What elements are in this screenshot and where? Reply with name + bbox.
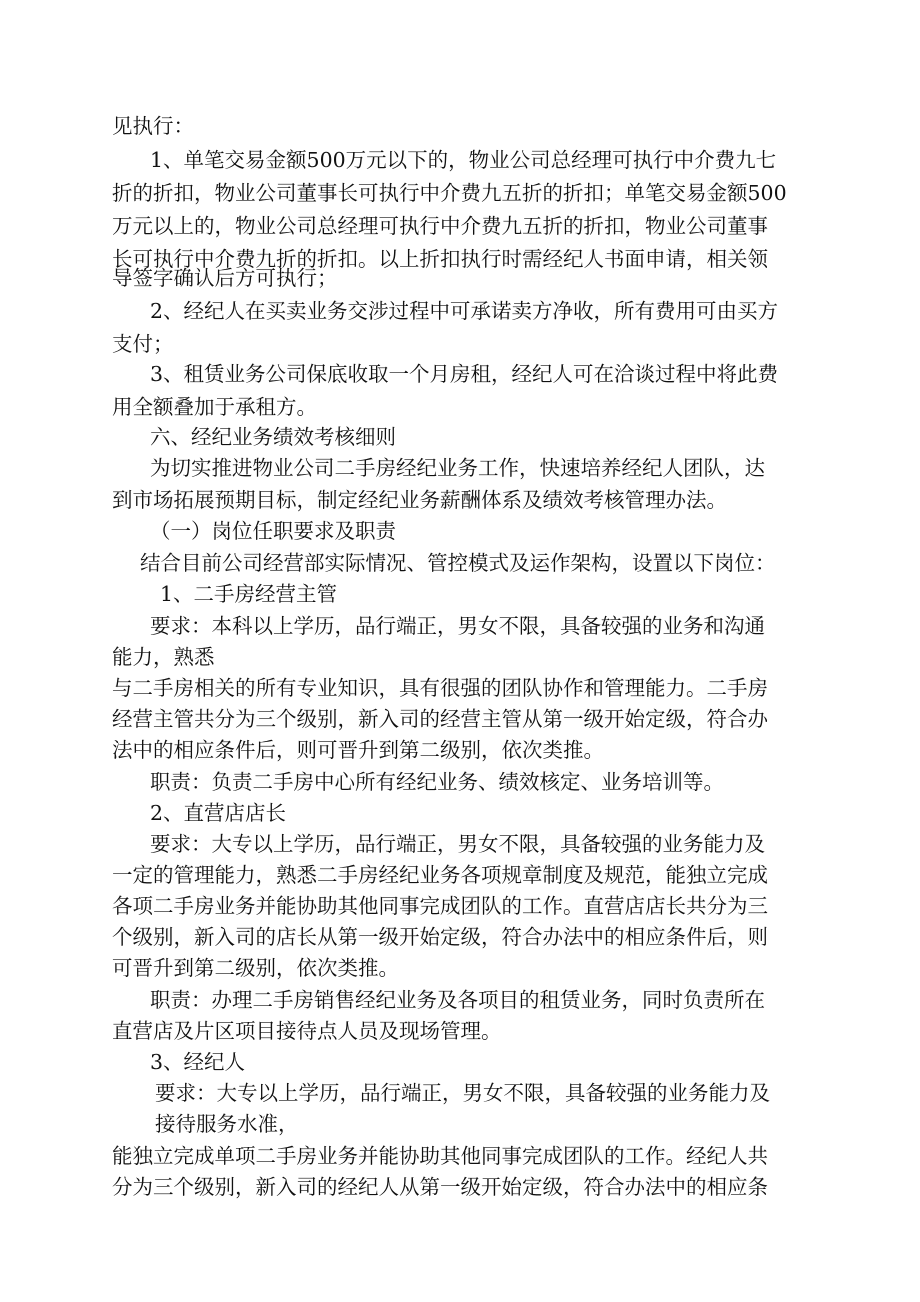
- text-line: 1、单笔交易金额500万元以下的，物业公司总经理可执行中介费九七: [150, 148, 777, 172]
- text-line: 要求：大专以上学历，品行端正，男女不限，具备较强的业务能力及: [155, 1081, 770, 1105]
- text-line: 为切实推进物业公司二手房经纪业务工作，快速培养经纪人团队，达: [150, 456, 765, 480]
- position-heading: 1、二手房经营主管: [160, 582, 338, 606]
- text-line: 个级别，新入司的店长从第一级开始定级，符合办法中的相应条件后，则: [112, 925, 768, 949]
- text-line: 见执行：: [112, 114, 194, 138]
- text-line: 长可执行中介费九折的折扣。以上折扣执行时需经纪人书面申请，相关领: [112, 247, 768, 271]
- text-line: 3、租赁业务公司保底收取一个月房租，经纪人可在洽谈过程中将此费: [150, 362, 779, 386]
- text-line: 要求：本科以上学历，品行端正，男女不限，具备较强的业务和沟通: [150, 614, 765, 638]
- position-heading: 2、直营店店长: [150, 801, 287, 825]
- text-line: 结合目前公司经营部实际情况、管控模式及运作架构，设置以下岗位：: [140, 551, 776, 575]
- text-line: 经营主管共分为三个级别，新入司的经营主管从第一级开始定级，符合办: [112, 707, 768, 731]
- text-line: 2、经纪人在买卖业务交涉过程中可承诺卖方净收，所有费用可由买方: [150, 299, 779, 323]
- text-line: 分为三个级别，新入司的经纪人从第一级开始定级，符合办法中的相应条: [112, 1175, 768, 1199]
- text-line: 能力，熟悉: [112, 645, 215, 669]
- text-line: 能独立完成单项二手房业务并能协助其他同事完成团队的工作。经纪人共: [112, 1144, 768, 1168]
- text-line: 直营店及片区项目接待点人员及现场管理。: [112, 1019, 502, 1043]
- text-line: 职责：负责二手房中心所有经纪业务、绩效核定、业务培训等。: [150, 770, 724, 794]
- text-line: 一定的管理能力，熟悉二手房经纪业务各项规章制度及规范，能独立完成: [112, 863, 768, 887]
- text-line: 折的折扣，物业公司董事长可执行中介费九五折的折扣；单笔交易金额500: [112, 181, 787, 205]
- text-line: 可晋升到第二级别，依次类推。: [112, 956, 399, 980]
- text-line: 法中的相应条件后，则可晋升到第二级别，依次类推。: [112, 738, 604, 762]
- text-line: 各项二手房业务并能协助其他同事完成团队的工作。直营店店长共分为三: [112, 894, 768, 918]
- text-line: 万元以上的，物业公司总经理可执行中介费九五折的折扣，物业公司董事: [112, 214, 768, 238]
- subsection-heading: （一）岗位任职要求及职责: [150, 519, 396, 543]
- text-line: 与二手房相关的所有专业知识，具有很强的团队协作和管理能力。二手房: [112, 676, 768, 700]
- text-line: 要求：大专以上学历，品行端正，男女不限，具备较强的业务能力及: [150, 832, 765, 856]
- position-heading: 3、经纪人: [150, 1050, 246, 1074]
- text-line: 导签字确认后方可执行；: [112, 266, 338, 290]
- section-heading: 六、经纪业务绩效考核细则: [150, 425, 396, 449]
- text-line: 职责：办理二手房销售经纪业务及各项目的租赁业务，同时负责所在: [150, 988, 765, 1012]
- text-line: 到市场拓展预期目标，制定经纪业务薪酬体系及绩效考核管理办法。: [112, 488, 727, 512]
- text-line: 支付；: [112, 332, 174, 356]
- text-line: 接待服务水准，: [155, 1112, 299, 1136]
- text-line: 用全额叠加于承租方。: [112, 395, 317, 419]
